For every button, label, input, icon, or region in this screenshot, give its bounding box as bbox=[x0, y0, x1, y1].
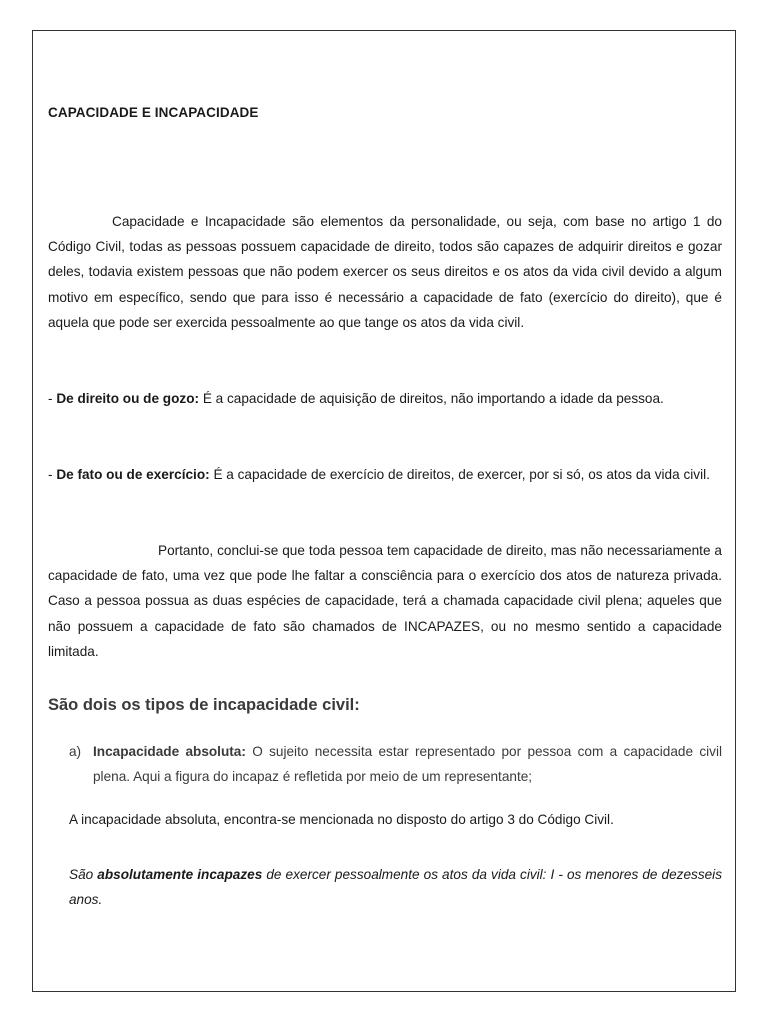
capacidade-direito-text: É a capacidade de aquisição de direitos, não importando a idade da pessoa. bbox=[199, 391, 664, 406]
document-title: CAPACIDADE E INCAPACIDADE bbox=[48, 105, 259, 120]
quote-paragraph bbox=[69, 862, 722, 912]
document-page bbox=[32, 30, 736, 992]
capacidade-direito-paragraph bbox=[48, 386, 722, 411]
intro-text: Capacidade e Incapacidade são elementos da personalidade, ou seja, com base no artigo 1 do Código Civil, todas as pessoas possuem capacidade de direito, todos são capazes de adquirir direitos e gozar deles, todavia existem pessoas que não podem exercer os seus direitos e os atos da vida civil devido a algum motivo em específico, sendo que para isso é necessário a capacidade de fato (exercício do direito), que é aquela que pode ser exercida pessoalmente ao que tange os atos da vida civil. bbox=[48, 214, 722, 330]
dash: - bbox=[48, 391, 57, 406]
list-marker: a) bbox=[69, 744, 82, 759]
quote-post: de exercer pessoalmente os atos da vida civil: I - os menores de dezesseis anos. bbox=[69, 867, 722, 908]
dash: - bbox=[48, 467, 57, 482]
intro-paragraph bbox=[48, 209, 722, 335]
quote-term: absolutamente incapazes bbox=[97, 867, 263, 882]
list-item bbox=[69, 739, 722, 789]
list-item-text: O sujeito necessita estar representado por pessoa com a capacidade civil plena. Aqui a figura do incapaz é refletida por meio de um representante; bbox=[93, 744, 723, 785]
conclusion-text: Portanto, conclui-se que toda pessoa tem capacidade de direito, mas não necessariamente a capacidade de fato, uma vez que pode lhe faltar a consciência para o exercício dos atos de natureza privada. Caso a pessoa possua as duas espécies de capacidade, terá a chamada capacidade civil plena; aqueles que não possuem a capacidade de fato são chamados de INCAPAZES, ou no mesmo sentido a capacidade limitada. bbox=[48, 543, 722, 659]
conclusion-paragraph bbox=[48, 538, 722, 664]
capacidade-fato-paragraph bbox=[48, 462, 722, 487]
list-item-term: Incapacidade absoluta: bbox=[93, 744, 246, 759]
capacidade-fato-text: É a capacidade de exercício de direitos, de exercer, por si só, os atos da vida civil. bbox=[209, 467, 710, 482]
note-paragraph: A incapacidade absoluta, encontra-se mencionada no disposto do artigo 3 do Código Civil. bbox=[69, 812, 614, 827]
quote-pre: São bbox=[69, 867, 98, 882]
section-heading: São dois os tipos de incapacidade civil: bbox=[48, 696, 360, 714]
capacidade-fato-term: De fato ou de exercício: bbox=[56, 467, 210, 482]
capacidade-direito-term: De direito ou de gozo: bbox=[56, 391, 200, 406]
list-item-body bbox=[93, 739, 722, 789]
